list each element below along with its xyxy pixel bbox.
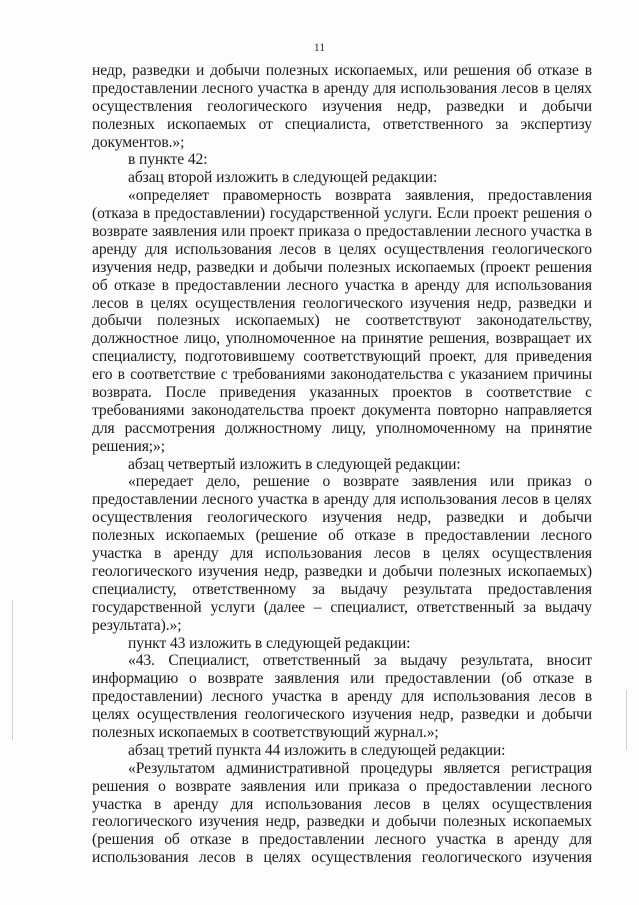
text-line: целях осуществления геологического изучения недр, разведки и добычи xyxy=(92,706,592,724)
text-line: государственной услуги (далее – специалист, ответственный за выдачу xyxy=(92,598,592,616)
scan-edge-mark xyxy=(626,690,627,750)
document-body xyxy=(92,62,592,867)
text-line: пункт 43 изложить в следующей редакции: xyxy=(128,634,411,652)
text-line: полезных ископаемых от специалиста, ответственного за экспертизу xyxy=(92,115,592,133)
text-line: (отказа в предоставлении) государственной услуги. Если проект решения о xyxy=(92,205,592,223)
text-line: требованиями законодательства проект документа повторно направляется xyxy=(92,401,592,419)
text-line: абзац второй изложить в следующей редакции: xyxy=(128,169,438,187)
text-line: абзац четвертый изложить в следующей редакции: xyxy=(128,455,461,473)
text-line: об отказе в предоставлении лесного участка в аренду для использования xyxy=(92,276,592,294)
text-line: документов.»; xyxy=(92,133,185,151)
text-line: геологического изучения недр, разведки и добычи полезных ископаемых xyxy=(92,813,592,831)
text-line: «Результатом административной процедуры является регистрация xyxy=(128,759,592,777)
text-line: участка в аренду для использования лесов в целях осуществления xyxy=(92,795,592,813)
text-line: решения;»; xyxy=(92,437,165,455)
text-line: геологического изучения недр, разведки и добычи полезных ископаемых) xyxy=(92,562,592,580)
text-line: добычи полезных ископаемых) не соответствуют законодательству, xyxy=(92,312,592,330)
text-line: решения о возврате заявления или приказа о предоставлении лесного xyxy=(92,777,592,795)
text-line: специалисту, подготовившему соответствующий проект, для приведения xyxy=(92,348,592,366)
text-line: в пункте 42: xyxy=(128,151,208,169)
text-line: «определяет правомерность возврата заявления, предоставления xyxy=(128,187,592,205)
text-line: осуществления геологического изучения недр, разведки и добычи xyxy=(92,509,592,527)
text-line: полезных ископаемых (решение об отказе в предоставлении лесного xyxy=(92,527,592,545)
text-line: специалисту, ответственному за выдачу результата предоставления xyxy=(92,580,592,598)
text-line: «передает дело, решение о возврате заявления или приказ о xyxy=(128,473,592,491)
text-line: недр, разведки и добычи полезных ископаемых, или решения об отказе в xyxy=(92,62,592,79)
text-line: аренду для использования лесов в целях осуществления геологического xyxy=(92,240,592,258)
text-line: возврате заявления или проект приказа о предоставлении лесного участка в xyxy=(92,223,592,241)
text-line: лесов в целях осуществления геологического изучения недр, разведки и xyxy=(92,294,592,312)
scan-edge-mark xyxy=(12,600,13,740)
text-line: изучения недр, разведки и добычи полезных ископаемых (проект решения xyxy=(92,258,592,276)
text-line: участка в аренду для использования лесов в целях осуществления xyxy=(92,545,592,563)
text-line: абзац третий пункта 44 изложить в следующей редакции: xyxy=(128,741,506,759)
text-line: предоставлении лесного участка в аренду для использования лесов в целях xyxy=(92,491,592,509)
text-line: предоставлении) лесного участка в аренду для использования лесов в xyxy=(92,688,592,706)
text-line: полезных ископаемых в соответствующий журнал.»; xyxy=(92,723,439,741)
text-line: его в соответствие с требованиями законодательства с указанием причины xyxy=(92,366,592,384)
text-line: (решения об отказе в предоставлении лесного участка в аренду для xyxy=(92,831,592,849)
text-line: информацию о возврате заявления или предоставлении (об отказе в xyxy=(92,670,592,688)
text-line: должностное лицо, уполномоченное на принятие решения, возвращает их xyxy=(92,330,592,348)
page-number: 11 xyxy=(313,40,326,54)
text-line: для рассмотрения должностному лицу, уполномоченному на принятие xyxy=(92,419,592,437)
text-line: результата).»; xyxy=(92,616,182,634)
text-line: «43. Специалист, ответственный за выдачу результата, вносит xyxy=(128,652,592,670)
text-line: возврата. После приведения указанных проектов в соответствие с xyxy=(92,384,592,402)
text-line: предоставлении лесного участка в аренду для использования лесов в целях xyxy=(92,79,592,97)
text-line: осуществления геологического изучения недр, разведки и добычи xyxy=(92,97,592,115)
text-line: использования лесов в целях осуществления геологического изучения xyxy=(92,849,592,867)
